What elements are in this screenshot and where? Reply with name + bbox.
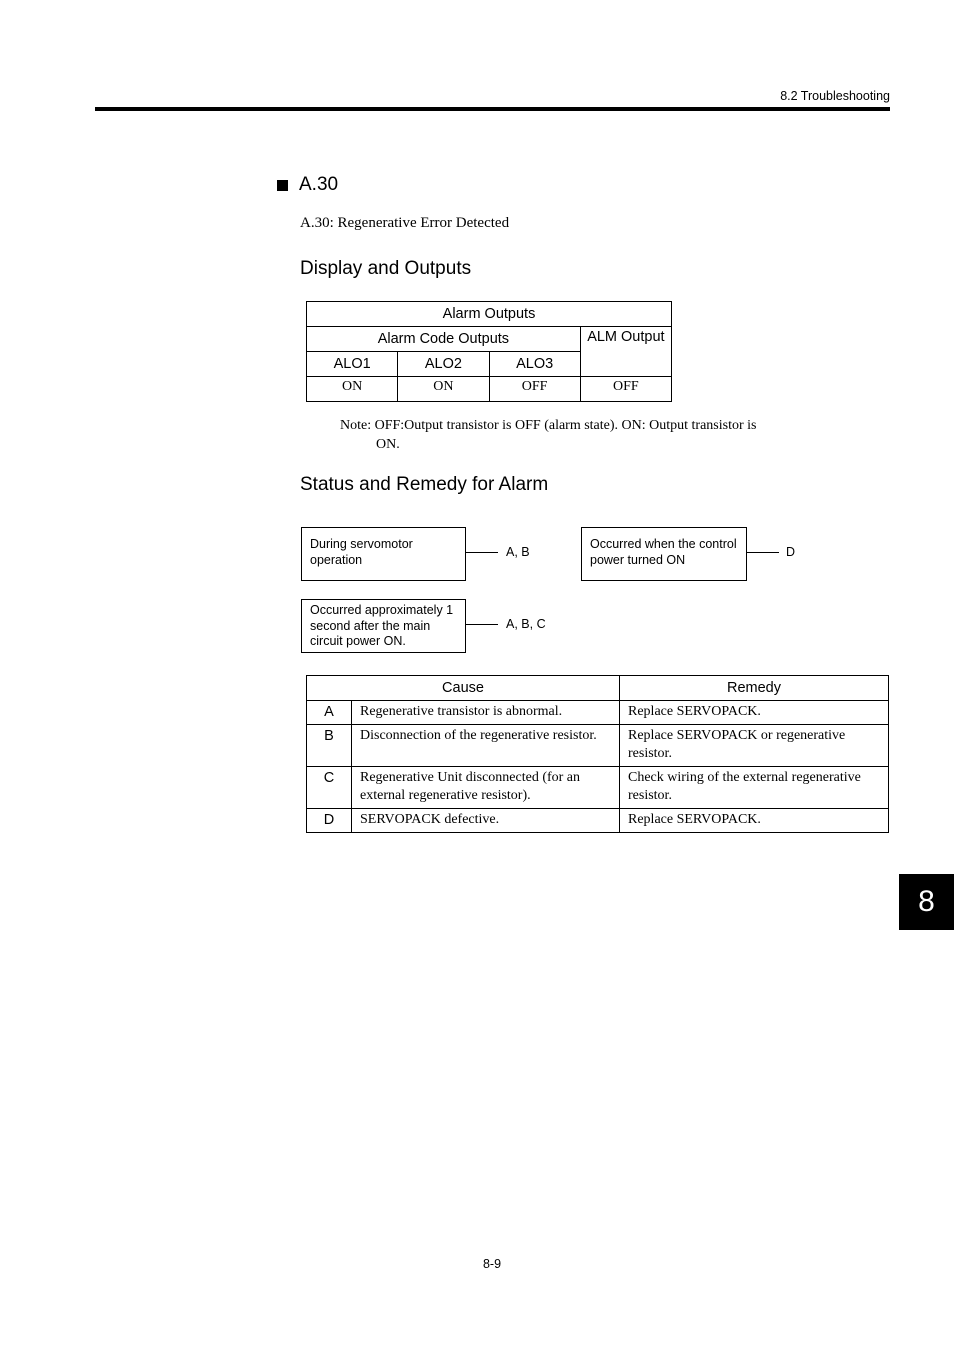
alo2-header: ALO2 [398, 352, 489, 377]
section-title: A.30 [299, 174, 339, 195]
display-outputs-heading: Display and Outputs [300, 258, 472, 279]
alo1-header: ALO1 [307, 352, 398, 377]
cause-letter: A [307, 701, 352, 725]
cause-header: Cause [307, 676, 620, 701]
remedy-header: Remedy [620, 676, 889, 701]
cause-remedy-table [306, 675, 889, 833]
alo3-value: OFF [489, 377, 580, 402]
cause-text: Regenerative Unit disconnected (for an external regenerative resistor). [352, 767, 620, 809]
remedy-text: Replace SERVOPACK or regenerative resistor. [620, 725, 889, 767]
section-heading [277, 174, 338, 196]
condition-causes-label: A, B [506, 545, 530, 559]
table-row [307, 767, 889, 809]
note-line-2: ON. [376, 437, 400, 452]
alo2-value: ON [398, 377, 489, 402]
alarm-description: A.30: Regenerative Error Detected [300, 215, 510, 231]
alarm-outputs-table [306, 301, 672, 402]
running-header: 8.2 Troubleshooting [780, 89, 890, 103]
cause-text: SERVOPACK defective. [352, 809, 620, 833]
status-remedy-heading: Status and Remedy for Alarm [300, 474, 549, 495]
table-row [307, 701, 889, 725]
cause-letter: C [307, 767, 352, 809]
leader-line [466, 624, 498, 625]
condition-box-servomotor-operation: During servomotor operation [301, 527, 466, 581]
remedy-text: Replace SERVOPACK. [620, 701, 889, 725]
leader-line [747, 552, 779, 553]
table-row [307, 725, 889, 767]
condition-causes-label: D [786, 545, 796, 559]
alm-output-header: ALM Output [580, 327, 671, 377]
remedy-text: Check wiring of the external regenerative resistor. [620, 767, 889, 809]
note-line-1: Note: OFF:Output transistor is OFF (alarm state). ON: Output transistor is [340, 418, 757, 433]
alo3-header: ALO3 [489, 352, 580, 377]
alarm-code-outputs-header: Alarm Code Outputs [307, 327, 581, 352]
alarm-outputs-header: Alarm Outputs [307, 302, 672, 327]
cause-letter: B [307, 725, 352, 767]
output-note [340, 416, 780, 454]
cause-text: Disconnection of the regenerative resistor. [352, 725, 620, 767]
leader-line [466, 552, 498, 553]
remedy-text: Replace SERVOPACK. [620, 809, 889, 833]
condition-box-main-circuit-power: Occurred approximately 1 second after the main circuit power ON. [301, 599, 466, 653]
page-number: 8-9 [482, 1257, 502, 1271]
chapter-tab: 8 [899, 874, 954, 930]
alo1-value: ON [307, 377, 398, 402]
condition-causes-label: A, B, C [506, 617, 546, 631]
square-bullet-icon [277, 180, 288, 191]
header-rule [95, 107, 890, 111]
cause-text: Regenerative transistor is abnormal. [352, 701, 620, 725]
table-row [307, 809, 889, 833]
cause-letter: D [307, 809, 352, 833]
condition-box-control-power: Occurred when the control power turned ON [581, 527, 747, 581]
alm-value: OFF [580, 377, 671, 402]
